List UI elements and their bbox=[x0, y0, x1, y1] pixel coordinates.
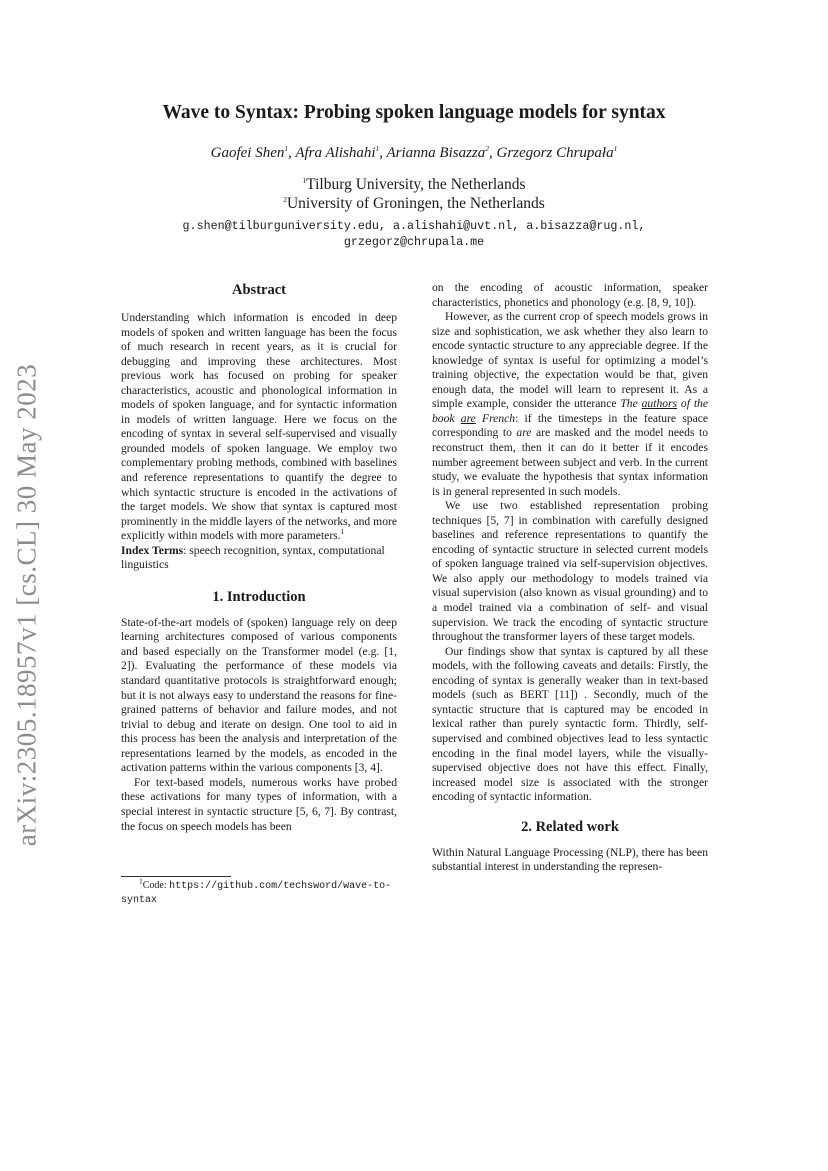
footnote: $^1$Code: https://github.com/techsword/wave-to-syntax bbox=[121, 876, 392, 906]
intro-paragraph-2: For text-based models, numerous works have probed these activations for many types of information, with a special interest in syntactic structure [5, 6, 7]. By contrast, the focus on speech models has been bbox=[121, 775, 397, 833]
affiliation-1: $^1$Tilburg University, the Netherlands bbox=[302, 175, 526, 193]
arxiv-identifier: arXiv:2305.18957v1 [cs.CL] 30 May 2023 bbox=[11, 363, 42, 847]
related-work-paragraph: Within Natural Language Processing (NLP), there has been substantial interest in understanding the represen- bbox=[432, 845, 708, 874]
author-emails: g.shen@tilburguniversity.edu, a.alishahi@uvt.nl, a.bisazza@rug.nl, grzegorz@chrupala.me bbox=[182, 219, 646, 249]
index-terms: Index Terms: speech recognition, syntax, computational linguistics bbox=[121, 543, 385, 572]
abstract-heading: Abstract bbox=[232, 282, 286, 298]
example-utterance: The authors of the book are French bbox=[432, 397, 708, 425]
right-paragraph-0: on the encoding of acoustic information, speaker characteristics, phonetics and phonology (e.g. [8, 9, 10]). bbox=[432, 281, 708, 309]
right-paragraph-3: Our findings show that syntax is captured by all these models, with the following caveats and details: Firstly, the encoding of syntax is generally weaker than in text-based models (such as BERT [11]) . Secondly, much of the syntactic structure that is captured may be encoded in lexical rather than purely syntactic form. Thirdly, self-supervised and combined objectives lead to less syntactic encoding in the final model layers, while the visually-supervised objective does not have this effect. Finally, increased model size is associated with the stronger encoding of syntactic information. bbox=[432, 644, 708, 804]
right-column bbox=[432, 281, 708, 875]
related-work-heading: 2. Related work bbox=[521, 818, 619, 835]
footnote-rule bbox=[121, 876, 231, 877]
author-list bbox=[0, 145, 828, 162]
author: Gaofei Shen$^1$, bbox=[210, 144, 296, 161]
author: Arianna Bisazza$^2$, bbox=[386, 144, 497, 161]
affiliation-2: $^2$University of Groningen, the Netherlands bbox=[283, 194, 545, 212]
introduction-heading: 1. Introduction bbox=[212, 588, 306, 605]
right-paragraph-2: We use two established representation probing techniques [5, 7] in combination with carefully designed baselines and reference representations to quantify the encoding of syntactic structure in selected current models of spoken language trained via self-supervision objectives. We also apply our methodology to models trained via visual supervision (also known as visual grounding) and to a model trained via a combination of self- and visual supervision. We track the encoding of syntactic structure throughout the transformer layers of these target models. bbox=[432, 499, 708, 644]
left-column bbox=[121, 281, 397, 834]
right-paragraph-1: However, as the current crop of speech models grows in size and sophistication, we ask whether they also learn to encode syntactic structure to any appreciable degree. If the knowledge of syntax is useful for optimizing a model’s training objective, the expectation would be that, given enough data, the model will learn to represent it. As a simple example, consider the utterance The authors of the book are French: if the timesteps in the feature space corresponding to are are masked and the model needs to reconstruct them, then it can do it better if it encodes number agreement between subject and verb. In the current study, we evaluate the hypothesis that syntax information is in general represented in such models. bbox=[432, 310, 709, 498]
abstract-text: Understanding which information is encoded in deep models of spoken and written language has been the focus of much research in recent years, as it is crucial for debugging and improving these architectures. Most previous work has focused on probing for speaker characteristics, acoustic and phonological information in models of spoken language, and for syntactic information in models of written language. Here we focus on the encoding of syntax in several self-supervised and visually grounded models of spoken language. We employ two complementary probing methods, combined with baselines and reference representations to quantify the degree to which syntactic structure is encoded in the activations of the target models. We show that syntax is captured most prominently in the middle layers of the networks, and more explicitly within models with more parameters.$^1$ bbox=[121, 311, 397, 543]
arxiv-sidebar bbox=[7, 355, 47, 855]
paper-title: Wave to Syntax: Probing spoken language models for syntax bbox=[162, 102, 666, 123]
author: Grzegorz Chrupała$^1$ bbox=[496, 144, 618, 161]
intro-paragraph-1: State-of-the-art models of (spoken) language rely on deep learning architectures composed of various components and based especially on the Transformer model (e.g. [1, 2]). Evaluating the performance of these models via standard quantitative protocols is straightforward enough; but it is not always easy to understand the reasons for fine-grained patterns of behavior and failure modes, and not trivial to debug and iterate on design. One tool to aid in this process has been the analysis and interpretation of the representations learned by the models, as encoded in the activation patterns within the various components [3, 4]. bbox=[121, 615, 397, 775]
code-link[interactable]: https://github.com/techsword/wave-to-syntax bbox=[121, 881, 392, 906]
author: Afra Alishahi$^1$, bbox=[295, 144, 387, 161]
